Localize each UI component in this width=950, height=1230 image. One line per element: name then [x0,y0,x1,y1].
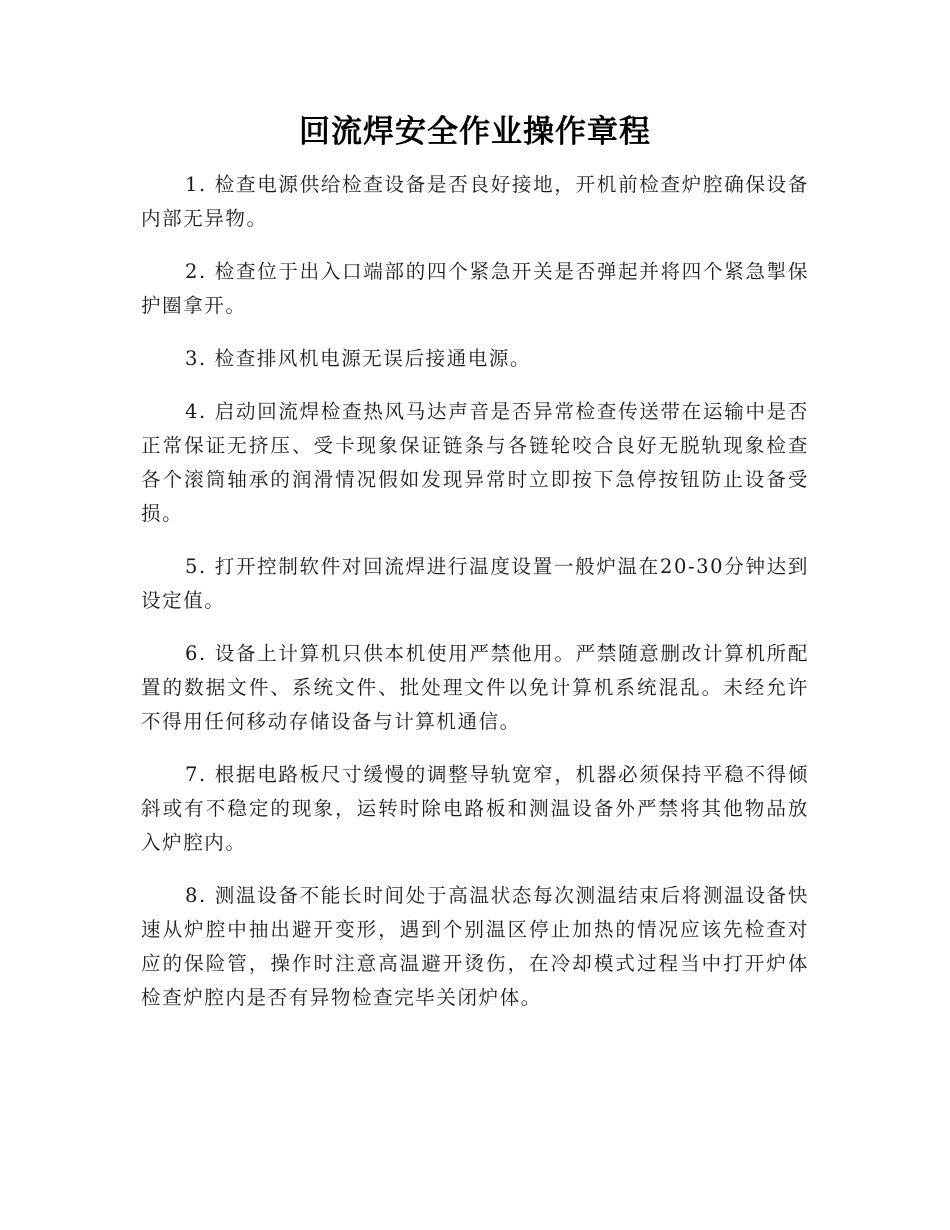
paragraph-2: 2. 检查位于出入口端部的四个紧急开关是否弹起并将四个紧急掣保护圈拿开。 [141,260,809,317]
paragraph-8: 8. 测温设备不能长时间处于高温状态每次测温结束后将测温设备快速从炉腔中抽出避开变形，遇到个别温区停止加热的情况应该先检查对应的保险管，操作时注意高温避开烫伤，在冷却模式过程当中打开炉体检查炉腔内是否有异物检查完毕关闭炉体。 [141,884,809,1009]
document-body [141,168,809,1034]
document-title: 回流焊安全作业操作章程 [299,114,651,150]
paragraph-4: 4. 启动回流焊检查热风马达声音是否异常检查传送带在运输中是否正常保证无挤压、受卡现象保证链条与各链轮咬合良好无脱轨现象检查各个滚筒轴承的润滑情况假如发现异常时立即按下急停按钮防止设备受损。 [141,400,809,525]
paragraph-5: 5. 打开控制软件对回流焊进行温度设置一般炉温在20-30分钟达到设定值。 [141,555,809,612]
paragraph-6: 6. 设备上计算机只供本机使用严禁他用。严禁随意删改计算机所配置的数据文件、系统文件、批处理文件以免计算机系统混乱。未经允许不得用任何移动存储设备与计算机通信。 [141,642,809,733]
paragraph-1: 1. 检查电源供给检查设备是否良好接地，开机前检查炉腔确保设备内部无异物。 [141,173,809,230]
paragraph-3: 3. 检查排风机电源无误后接通电源。 [185,347,532,370]
paragraph-7: 7. 根据电路板尺寸缓慢的调整导轨宽窄，机器必须保持平稳不得倾斜或有不稳定的现象，运转时除电路板和测温设备外严禁将其他物品放入炉腔内。 [141,763,809,854]
